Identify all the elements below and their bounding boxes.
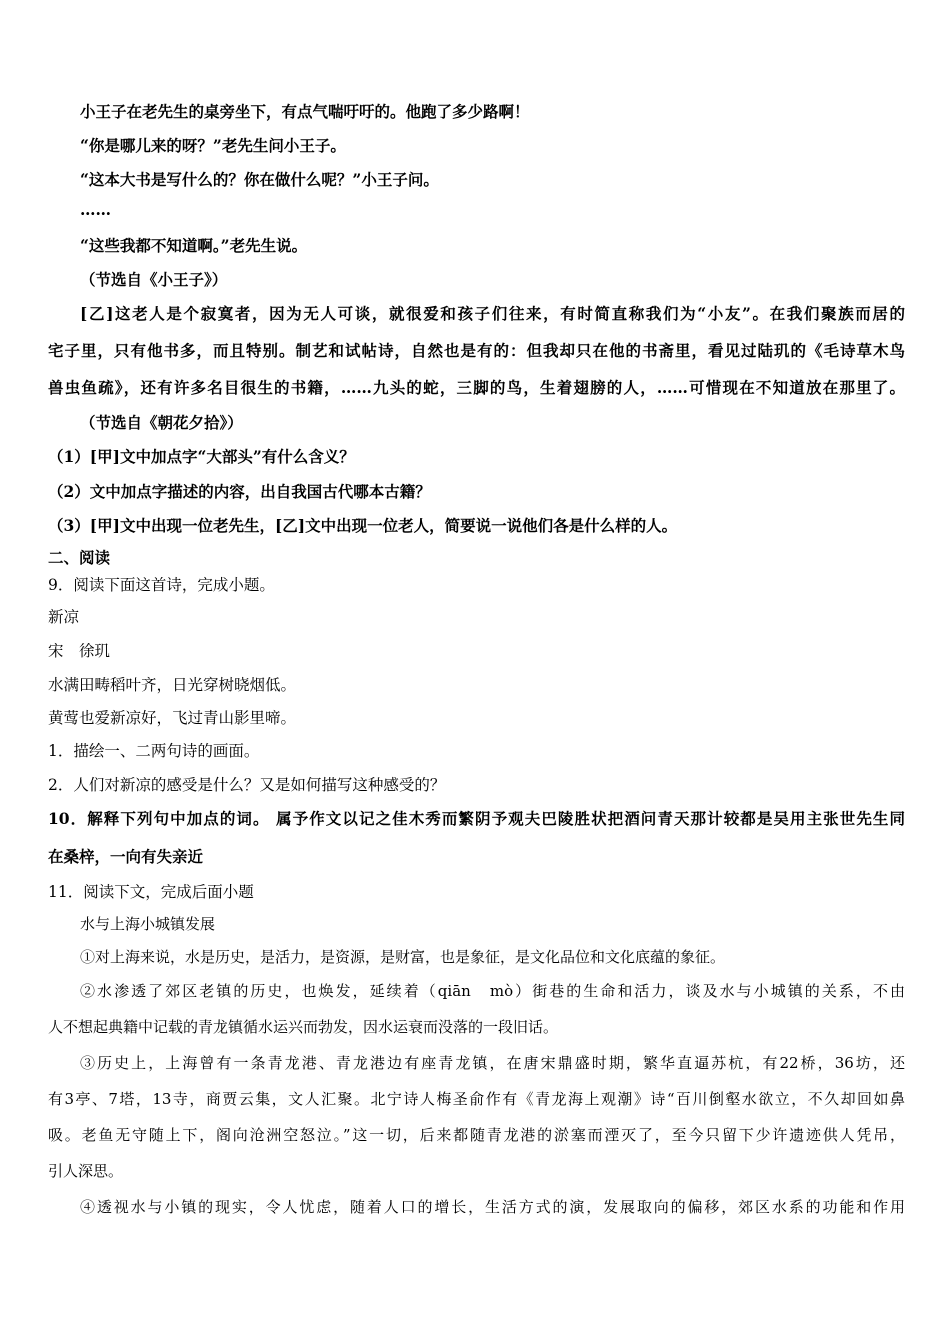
passage-jia-line-4: “这些我都不知道啊。”老先生说。 <box>80 236 308 255</box>
q11-stem: 11．阅读下文，完成后面小题 <box>48 883 254 901</box>
q9-stem: 9．阅读下面这首诗，完成小题。 <box>48 576 275 594</box>
q10-line-1: 10．解释下列句中加点的词。 属予作文以记之佳木秀而繁阴予观夫巴陵胜状把酒问青天那计较都是吴用主张世先生同 <box>48 809 905 828</box>
passage-jia-line-3: “这本大书是写什么的？你在做什么呢？”小王子问。 <box>80 170 439 189</box>
article-paragraph-3-line-1: ③历史上，上海曾有一条青龙港、青龙港边有座青龙镇，在唐宋鼎盛时期，繁华直逼苏杭，有22桥，36坊，还 <box>80 1054 905 1072</box>
poem-author: 宋 徐玑 <box>48 642 111 660</box>
article-paragraph-3-line-4: 引人深思。 <box>48 1162 124 1180</box>
q8-sub-3: （3）[甲]文中出现一位老先生，[乙]文中出现一位老人，简要说一说他们各是什么样的人。 <box>48 516 678 535</box>
article-paragraph-3-line-2: 有3亭、7塔，13寺，商贾云集，文人汇聚。北宁诗人梅圣俞作有《青龙海上观潮》诗“百川倒壑水欲立，不久却回如鼻 <box>48 1090 905 1108</box>
passage-yi-source: （节选自《朝花夕拾》） <box>80 413 243 432</box>
passage-jia-source: （节选自《小王子》） <box>80 270 228 289</box>
poem-line-2: 黄莺也爱新凉好，飞过青山影里啼。 <box>48 709 297 727</box>
q9-sub-1: 1．描绘一、二两句诗的画面。 <box>48 742 260 760</box>
q10-line-2: 在桑梓，一向有失亲近 <box>48 847 204 866</box>
passage-jia-line-2: “你是哪儿来的呀？”老先生问小王子。 <box>80 136 346 155</box>
article-title: 水与上海小城镇发展 <box>80 915 216 933</box>
article-paragraph-4-line-1: ④透视水与小镇的现实，令人忧虑，随着人口的增长，生活方式的演，发展取向的偏移，郊区水系的功能和作用 <box>80 1198 905 1216</box>
passage-jia-line-1: 小王子在老先生的桌旁坐下，有点气喘吁吁的。他跑了多少路啊！ <box>80 102 530 121</box>
q8-sub-2: （2）文中加点字描述的内容，出自我国古代哪本古籍？ <box>48 482 431 501</box>
q8-sub-1: （1）[甲]文中加点字“大部头”有什么含义？ <box>48 447 355 466</box>
article-paragraph-2-line-1: ②水渗透了郊区老镇的历史，也焕发，延续着（qiān mò）街巷的生命和活力，谈及水与小城镇的关系，不由 <box>80 982 905 1000</box>
q9-sub-2: 2．人们对新凉的感受是什么？又是如何描写这种感受的？ <box>48 776 446 794</box>
article-paragraph-2-line-2: 人不想起典籍中记载的青龙镇循水运兴而勃发，因水运衰而没落的一段旧话。 <box>48 1018 559 1036</box>
section-2-heading: 二、阅读 <box>48 548 111 567</box>
passage-yi-line-2: 宅子里，只有他书多，而且特别。制艺和试帖诗，自然也是有的：但我却只在他的书斋里，看见过陆玑的《毛诗草木鸟 <box>48 341 905 360</box>
article-paragraph-1: ①对上海来说，水是历史，是活力，是资源，是财富，也是象征，是文化品位和文化底蕴的象征。 <box>80 948 726 966</box>
passage-yi-line-3: 兽虫鱼疏》，还有许多名目很生的书籍，……九头的蛇，三脚的鸟，生着翅膀的人，……可惜现在不知道放在那里了。 <box>48 378 905 397</box>
poem-line-1: 水满田畴稻叶齐，日光穿树晓烟低。 <box>48 676 297 694</box>
poem-title: 新凉 <box>48 608 80 626</box>
article-paragraph-3-line-3: 吸。老鱼无守随上下，阁向沧洲空怒泣。”这一切，后来都随青龙港的淤塞而湮灭了，至今只留下少许遗迹供人凭吊， <box>48 1126 905 1144</box>
passage-jia-ellipsis: …… <box>80 200 111 219</box>
passage-yi-line-1: [乙]这老人是个寂寞者，因为无人可谈，就很爱和孩子们往来，有时简直称我们为“小友”。在我们聚族而居的 <box>80 304 905 323</box>
